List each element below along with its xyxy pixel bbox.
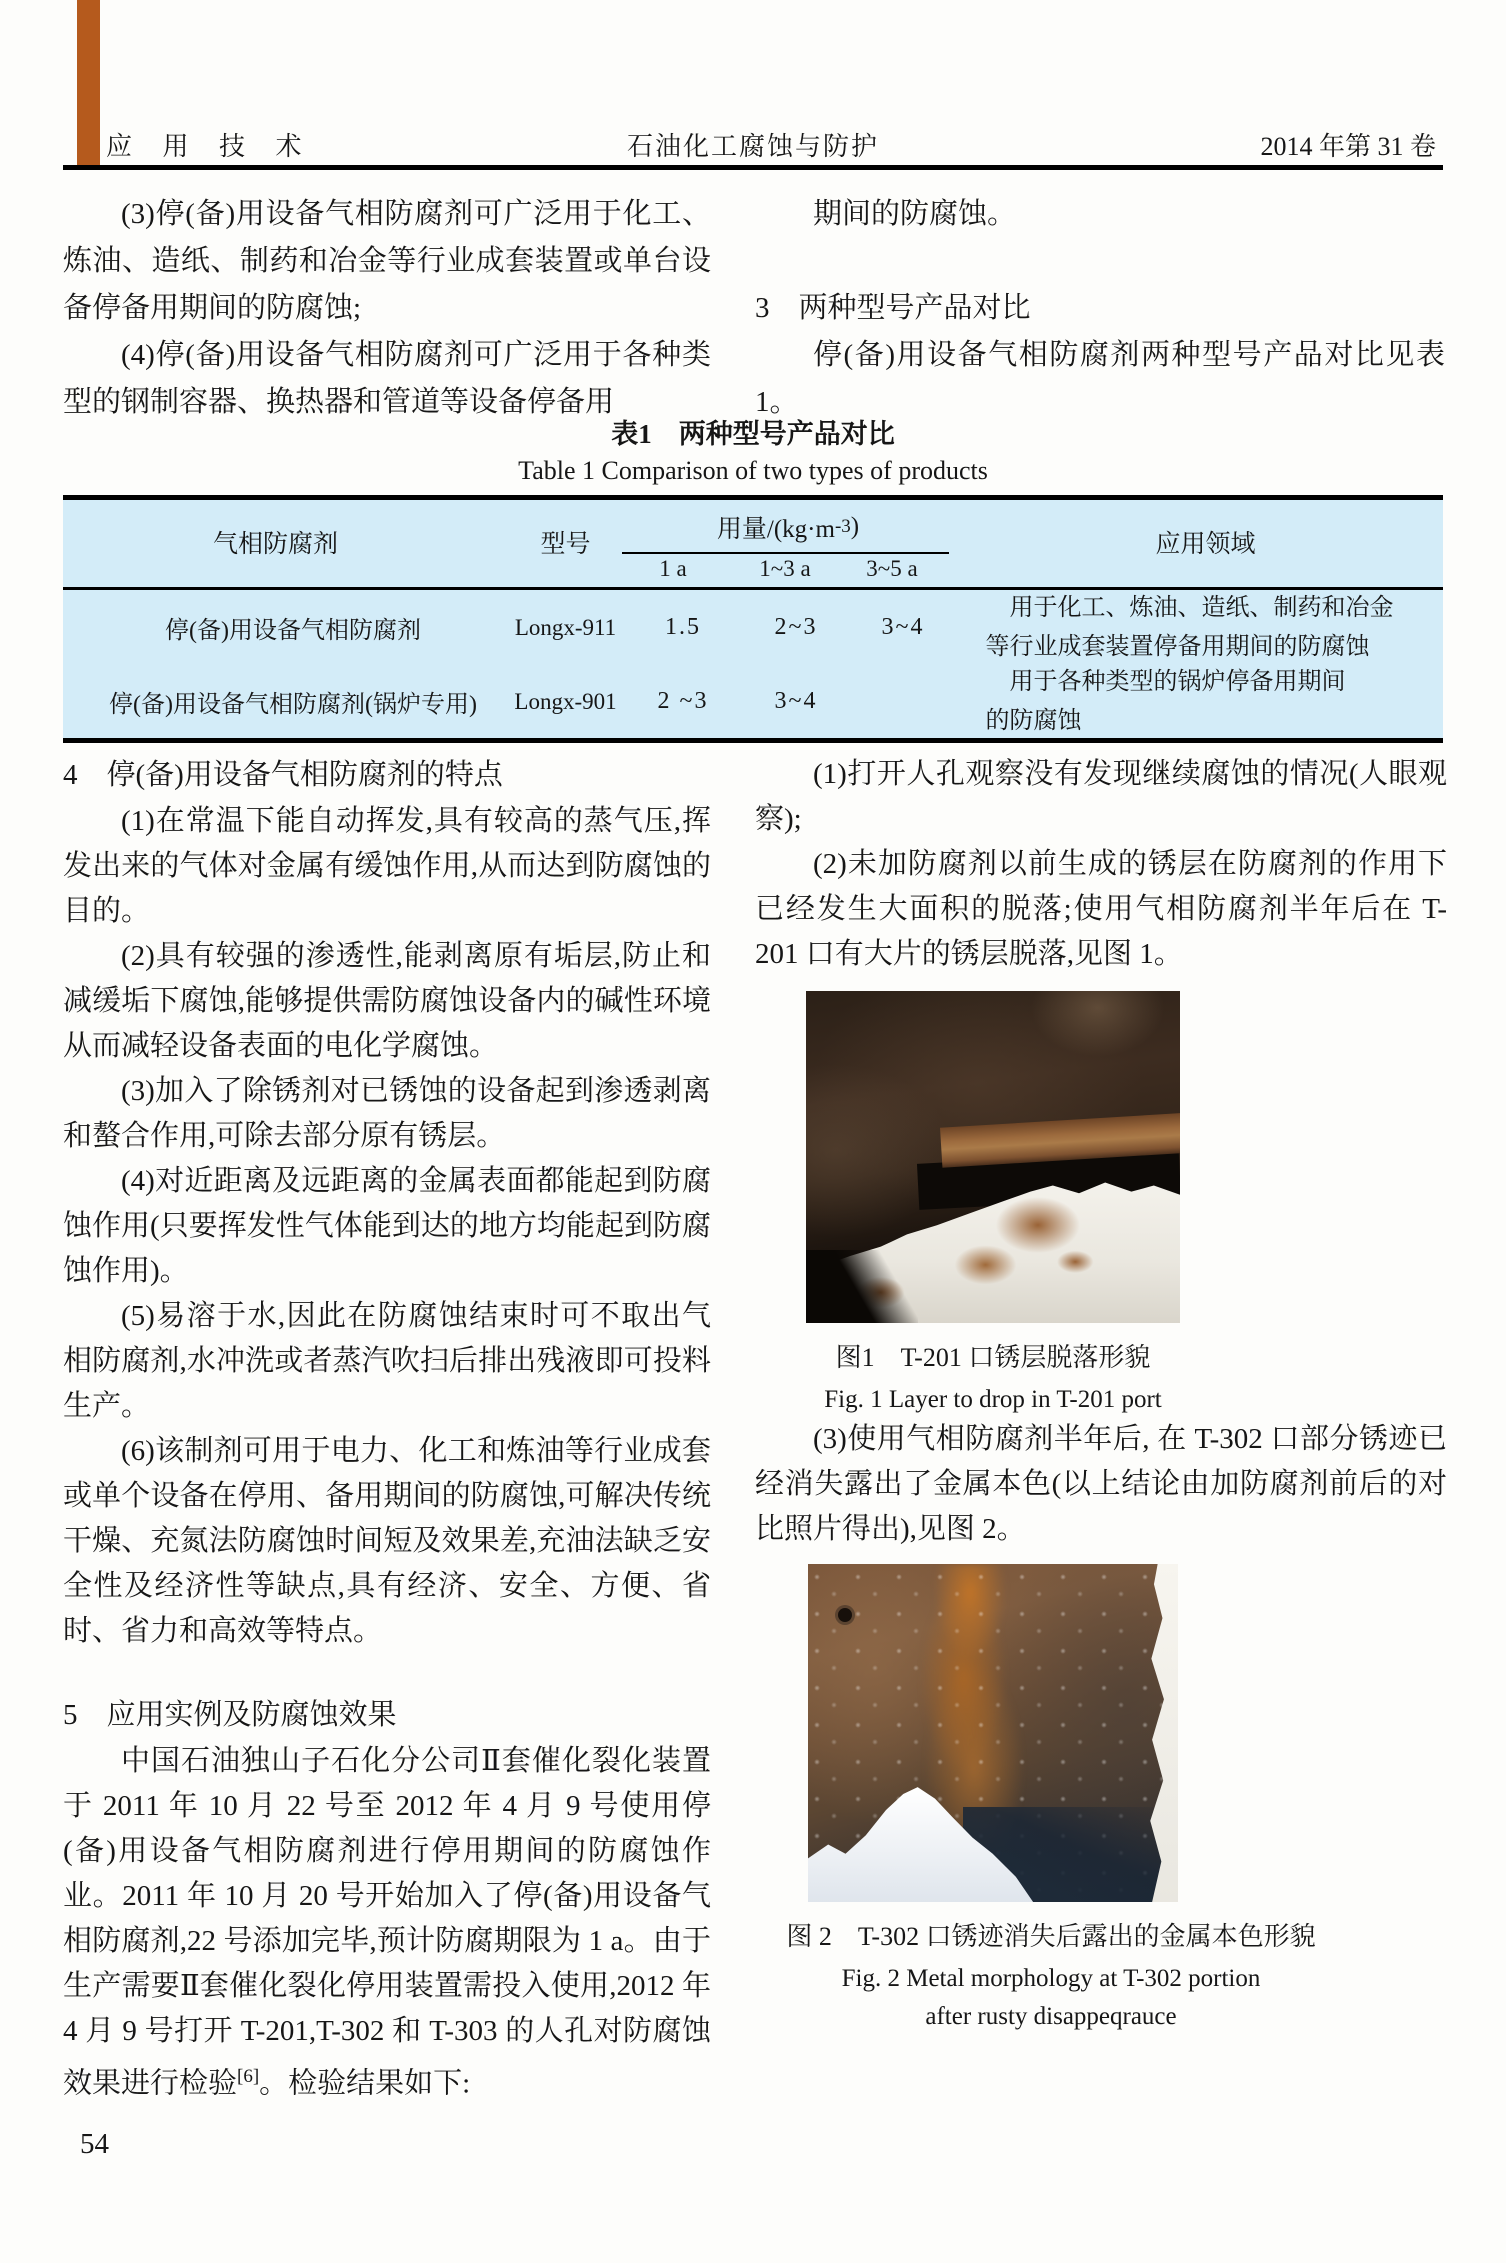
figure-1-photo	[806, 991, 1180, 1323]
table-row-1-dose-1a: 1.5	[665, 614, 701, 640]
section-5-paragraph	[63, 1739, 711, 2107]
table-1-title-zh: 表1 两种型号产品对比	[611, 419, 895, 449]
table-row-2-application-line2: 的防腐蚀	[985, 707, 1082, 734]
paragraph-continuation: 期间的防腐蚀。	[813, 198, 1017, 230]
dose-unit-suffix: )	[850, 513, 860, 540]
section-3-heading: 3 两种型号产品对比	[755, 292, 1031, 324]
section-3-paragraph: 停(备)用设备气相防腐剂两种型号产品对比见表1。	[755, 339, 1445, 418]
column-header-dose-1-3a: 1~3 a	[759, 556, 811, 581]
dark-corner	[806, 1250, 918, 1323]
table-row-2-application-line1: 用于各种类型的锅炉停备用期间	[1009, 668, 1346, 695]
dose-unit-prefix: 用量/(kg·m	[716, 516, 835, 543]
header-rule	[63, 165, 1443, 170]
section-4-item-6: (6)该制剂可用于电力、化工和炼油等行业成套或单个设备在停用、备用期间的防腐蚀,可解决传统干燥、充氮法防腐蚀时间短及效果差,充油法缺乏安全性及经济性等缺点,具有经济、安全、方便、省时、省力和高效等特点。	[63, 1435, 711, 1647]
column-header-dose-3-5a: 3~5 a	[866, 556, 918, 581]
table-row-1-agent: 停(备)用设备气相防腐剂	[165, 618, 421, 644]
table-row-1-application-line2: 等行业成套装置停备用期间的防腐蚀	[985, 633, 1370, 660]
table-row-2-model: Longx-901	[514, 688, 617, 714]
section-4-heading: 4 停(备)用设备气相防腐剂的特点	[63, 759, 503, 791]
left-column-bottom	[63, 752, 711, 2107]
section-4-item-2: (2)具有较强的渗透性,能剥离原有垢层,防止和减缓垢下腐蚀,能够提供需防腐蚀设备内的碱性环境从而减轻设备表面的电化学腐蚀。	[63, 940, 711, 1062]
dose-unit-exponent: -3	[834, 516, 851, 537]
result-item-2: (2)未加防腐剂以前生成的锈层在防腐剂的作用下已经发生大面积的脱落;使用气相防腐剂半年后在 T-201 口有大片的锈层脱落,见图 1。	[755, 848, 1447, 970]
paragraph-item-4: (4)停(备)用设备气相防腐剂可广泛用于各种类型的钢制容器、换热器和管道等设备停备用	[63, 339, 711, 418]
issue-volume: 2014 年第 31 卷	[1260, 132, 1436, 161]
table-row-2-dose-1-3a: 3~4	[774, 688, 818, 714]
column-header-dose	[623, 504, 953, 550]
header-section-label: 应 用 技 术	[106, 132, 314, 161]
reference-6-marker: [6]	[237, 2066, 260, 2087]
table-row-1-application	[968, 590, 1443, 665]
journal-title: 石油化工腐蚀与防护	[626, 132, 879, 161]
section-5-text-end: 。检验结果如下:	[259, 2067, 471, 2100]
table-row-2-application	[968, 665, 1443, 738]
result-item-1: (1)打开人孔观察没有发现继续腐蚀的情况(人眼观察);	[755, 758, 1447, 835]
column-header-agent: 气相防腐剂	[212, 531, 338, 558]
right-column-top	[755, 191, 1445, 426]
table-row-1-dose-1-3a: 2~3	[774, 614, 818, 640]
left-column-top	[63, 191, 711, 426]
table-row-1-dose-3-5a: 3~4	[881, 614, 925, 640]
page-number: 54	[80, 2128, 109, 2160]
section-4-item-4: (4)对近距离及远距离的金属表面都能起到防腐蚀作用(只要挥发性气体能到达的地方均能起到防腐蚀作用)。	[63, 1165, 711, 1287]
figure-2-photo	[808, 1564, 1178, 1902]
figure-1-caption-en: Fig. 1 Layer to drop in T-201 port	[824, 1386, 1162, 1413]
right-column-bottom	[755, 752, 1447, 2034]
bolt-hole	[838, 1608, 852, 1622]
figure-2-caption-en-line2: after rusty disappeqrauce	[925, 2003, 1177, 2030]
figure-1-caption-zh: 图1 T-201 口锈层脱落形貌	[835, 1343, 1151, 1372]
section-5-text: 中国石油独山子石化分公司Ⅱ套催化裂化装置于 2011 年 10 月 22 号至 2012 年 4 月 9 号使用停(备)用设备气相防腐剂进行停用期间的防腐蚀作业。2011 年 10 月 20 号开始加入了停(备)用设备气相防腐剂,22 号添加完毕,预计防腐期限为 1 a。由于生产需要Ⅱ套催化裂化停用装置需投入使用,2012 年 4 月 9 号打开 T-201,T-302 和 T-303 的人孔对防腐蚀效果进行检验	[63, 1745, 711, 2100]
table-row-2-dose-3-5a	[847, 665, 959, 738]
column-header-dose-1a: 1 a	[659, 556, 687, 581]
result-item-3: (3)使用气相防腐剂半年后, 在 T-302 口部分锈迹已经消失露出了金属本色(以上结论由加防腐剂前后的对比照片得出),见图 2。	[755, 1423, 1447, 1545]
table-1-title-en: Table 1 Comparison of two types of products	[518, 456, 988, 485]
table-row-2-agent: 停(备)用设备气相防腐剂(锅炉专用)	[109, 692, 477, 718]
section-4-item-1: (1)在常温下能自动挥发,具有较高的蒸气压,挥发出来的气体对金属有缓蚀作用,从而达到防腐蚀的目的。	[63, 805, 711, 927]
column-header-model: 型号	[540, 531, 591, 558]
paragraph-item-3: (3)停(备)用设备气相防腐剂可广泛用于化工、炼油、造纸、制药和冶金等行业成套装置或单台设备停备用期间的防腐蚀;	[63, 198, 711, 324]
table-row-2-dose-1a: 2 ~3	[657, 688, 709, 714]
section-4-item-3: (3)加入了除锈剂对已锈蚀的设备起到渗透剥离和螯合作用,可除去部分原有锈层。	[63, 1075, 711, 1152]
section-5-heading: 5 应用实例及防腐蚀效果	[63, 1699, 397, 1731]
figure-2-caption-zh: 图 2 T-302 口锈迹消失后露出的金属本色形貌	[786, 1922, 1316, 1951]
section-4-item-5: (5)易溶于水,因此在防腐蚀结束时可不取出气相防腐剂,水冲洗或者蒸汽吹扫后排出残液即可投料生产。	[63, 1300, 711, 1422]
table-row-1-model: Longx-911	[514, 614, 617, 640]
table-row-1-application-line1: 用于化工、炼油、造纸、制药和冶金	[1009, 594, 1394, 621]
table-1	[63, 495, 1443, 743]
column-header-application: 应用领域	[1155, 531, 1256, 558]
figure-2-caption-en-line1: Fig. 2 Metal morphology at T-302 portion	[841, 1965, 1261, 1992]
